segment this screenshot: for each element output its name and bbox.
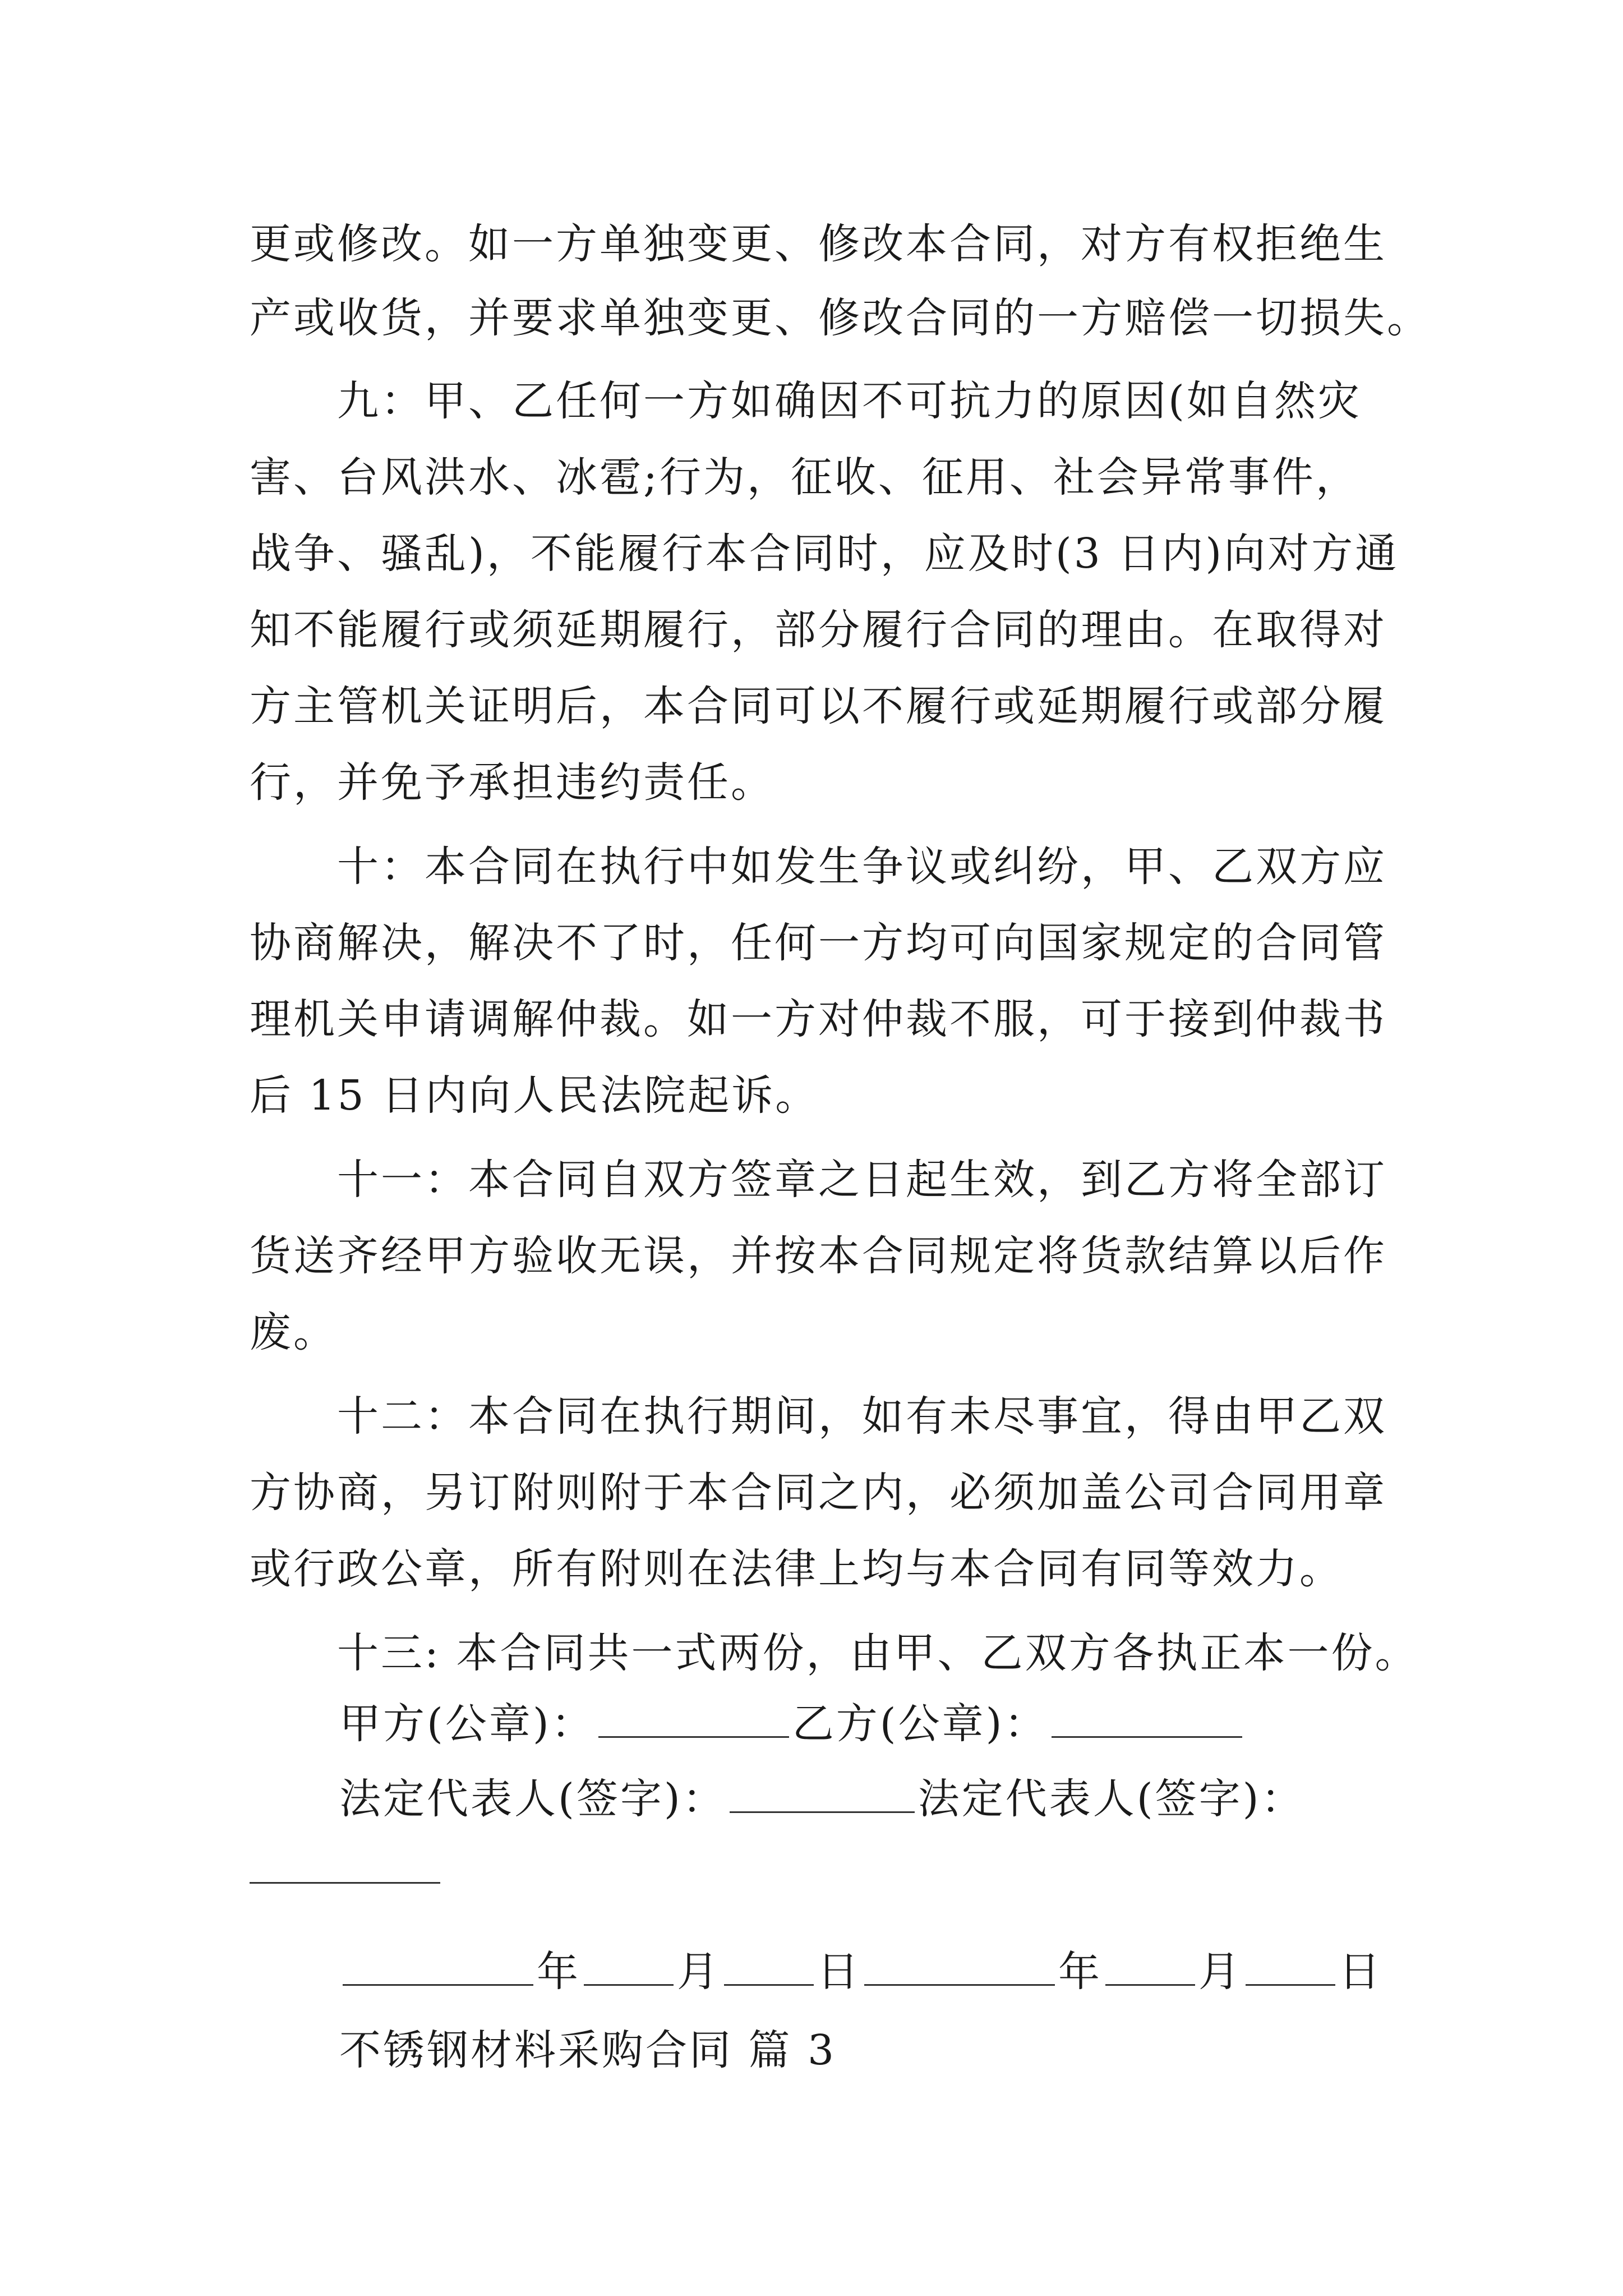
paragraph-line: 战争、骚乱)，不能履行本合同时，应及时(3 日内)向对方通 <box>250 530 1399 578</box>
rep-a-label: 法定代表人(签字)： <box>339 1775 726 1823</box>
year-a-blank[interactable] <box>343 1984 533 1986</box>
paragraph-line: 方主管机关证明后，本合同可以不履行或延期履行或部分履 <box>250 682 1387 730</box>
month-b-blank[interactable] <box>1105 1984 1195 1986</box>
day-b-blank[interactable] <box>1246 1984 1335 1986</box>
day-a-blank[interactable] <box>724 1984 814 1986</box>
paragraph-line: 十：本合同在执行中如发生争议或纠纷，甲、乙双方应 <box>250 843 1387 891</box>
rep-b-blank[interactable] <box>250 1882 440 1884</box>
paragraph-line: 产或收货，并要求单独变更、修改合同的一方赔偿一切损失。 <box>250 294 1431 342</box>
paragraph-line: 知不能履行或须延期履行，部分履行合同的理由。在取得对 <box>250 606 1387 654</box>
representative-line <box>339 1775 1467 1823</box>
paragraph-line: 更或修改。如一方单独变更、修改本合同，对方有权拒绝生 <box>250 220 1387 268</box>
month-a-label: 月 <box>677 1948 721 1996</box>
day-b-label: 日 <box>1339 1948 1382 1996</box>
year-b-label: 年 <box>1058 1948 1102 1996</box>
day-a-label: 日 <box>817 1948 861 1996</box>
party-seal-line <box>339 1700 1467 1748</box>
party-b-label: 乙方(公章)： <box>792 1700 1048 1748</box>
paragraph-line: 废。 <box>250 1308 337 1356</box>
date-line <box>339 1948 1467 1996</box>
rep-a-blank[interactable] <box>730 1811 915 1813</box>
paragraph-line: 后 15 日内向人民法院起诉。 <box>250 1071 819 1120</box>
paragraph-line: 理机关申请调解仲裁。如一方对仲裁不服，可于接到仲裁书 <box>250 995 1387 1043</box>
paragraph-line: 方协商，另订附则附于本合同之内，必须加盖公司合同用章 <box>250 1469 1387 1517</box>
year-b-blank[interactable] <box>864 1984 1055 1986</box>
paragraph-line: 九：甲、乙任何一方如确因不可抗力的原因(如自然灾 <box>250 377 1362 425</box>
paragraph-line: 协商解决，解决不了时，任何一方均可向国家规定的合同管 <box>250 919 1387 967</box>
month-a-blank[interactable] <box>584 1984 674 1986</box>
rep-b-label: 法定代表人(签字)： <box>917 1775 1305 1823</box>
party-b-blank[interactable] <box>1052 1736 1242 1738</box>
paragraph-line: 十三: 本合同共一式两份，由甲、乙双方各执正本一份。 <box>250 1629 1419 1677</box>
paragraph-line: 行，并免予承担违约责任。 <box>250 758 774 807</box>
party-a-blank[interactable] <box>598 1736 789 1738</box>
paragraph-line: 十二：本合同在执行期间，如有未尽事宜，得由甲乙双 <box>250 1392 1387 1441</box>
month-b-label: 月 <box>1198 1948 1242 1996</box>
paragraph-line: 害、台风洪水、冰雹;行为，征收、征用、社会异常事件， <box>250 453 1359 501</box>
next-section-heading: 不锈钢材料采购合同 篇 3 <box>339 2026 837 2074</box>
party-a-label: 甲方(公章)： <box>339 1700 595 1748</box>
paragraph-line: 货送齐经甲方验收无误，并按本合同规定将货款结算以后作 <box>250 1232 1387 1280</box>
year-a-label: 年 <box>537 1948 580 1996</box>
paragraph-line: 十一：本合同自双方签章之日起生效，到乙方将全部订 <box>250 1156 1387 1204</box>
paragraph-line: 或行政公章，所有附则在法律上均与本合同有同等效力。 <box>250 1545 1343 1593</box>
